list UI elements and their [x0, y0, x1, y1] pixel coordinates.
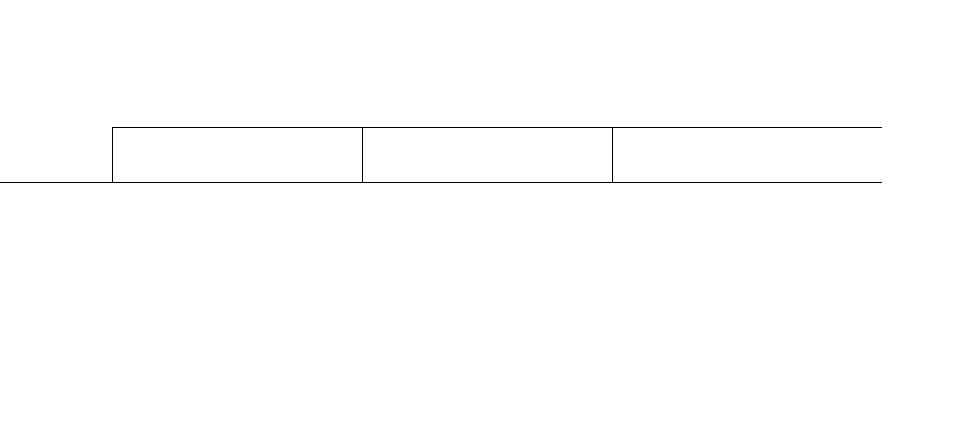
col-header-maradvany-eredeti	[112, 128, 162, 182]
col-header-fin-modositas	[420, 128, 494, 182]
divider-1	[112, 128, 113, 182]
col-header-fin-eredeti	[363, 128, 415, 182]
col-header-maradvany-pct	[306, 128, 366, 182]
divider-2	[362, 128, 363, 182]
col-header-ossz-teljesites	[740, 128, 802, 182]
header-bottom-line	[0, 182, 882, 183]
col-header-maradvany-modositas	[170, 128, 240, 182]
col-header-ossz-eredeti	[614, 128, 666, 182]
col-header-ossz-pct	[802, 128, 868, 182]
col-header-fin-pct	[558, 128, 608, 182]
col-header-name	[0, 128, 112, 182]
col-header-fin-teljesites	[494, 128, 558, 182]
col-header-ossz-modositas	[672, 128, 740, 182]
divider-3	[612, 128, 613, 182]
col-header-maradvany-teljesites	[240, 128, 306, 182]
